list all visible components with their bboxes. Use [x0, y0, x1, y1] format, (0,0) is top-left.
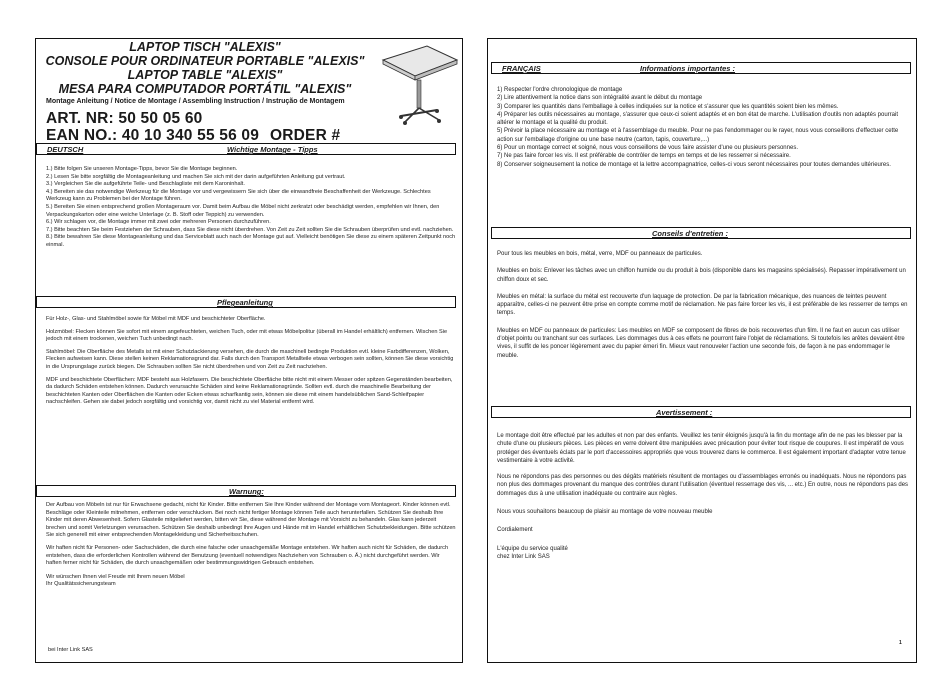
section-header-warning-fr	[491, 406, 911, 418]
list-item: 4.) Bereiten sie das notwendige Werkzeug für die Montage vor und vergewissern Sie sich über die einwandfreie Beschaffenheit der Werkzeuge. Schlechtes Werkzeug kann zu Problemen bei der Montage führen.	[46, 188, 431, 203]
paragraph: Holzmöbel: Flecken können Sie sofort mit einem angefeuchteten, weichen Tuch, oder mit etwas Möbelpolitur (überall im Handel erhältlich) entfernen. Wischen Sie jedoch mit einem trockenen, weichen Tuch unbedingt nach.	[46, 328, 448, 343]
paragraph: Wir haften nicht für Personen- oder Sachschäden, die durch eine falsche oder unsachgemäße Montage entstehen. Wir haften auch nicht für Schäden, die dadurch entstehen, dass die erforderlichen Kontrollen während der Benutzung (eventuell notwendiges Nachziehen von Schrauben o. Ä.) nicht durchgeführt werden. Wir haften ferner nicht für Schäden, die durch unsachgemäßen oder bestimmungswidrigen Gebrauch entstehen.	[46, 544, 449, 567]
paragraph: Le montage doit être effectué par les adultes et non par des enfants. Veuillez les tenir éloignés jusqu'à la fin du montage afin de ne pas les blesser par la chute d'une ou plusieurs pièces. Les pièces en verre doivent être manipulées avec précaution pour éviter tout risque de coupures. Il est impératif de vous protéger des éventuels éclats par le port d'accessoires appropriés que vous trouverez dans le commerce. Il est également important d'adapter votre tenue vestimentaire à votre activité.	[497, 433, 906, 464]
section-title: Informations importantes :	[640, 64, 736, 73]
laptop-table-illustration	[375, 38, 463, 126]
care-text-de	[46, 316, 456, 407]
section-header-care-de	[36, 296, 456, 308]
list-item: 8) Conserver soigneusement la notice de montage et la lettre accompagnatrice, celles-ci vous seront nécessaires pour toutes demandes ultérieures.	[497, 161, 891, 168]
list-item: 5.) Bereiten Sie einen entsprechend großen Montageraum vor. Damit beim Aufbau die Möbel nicht zerkratzt oder beschädigt werden, empfehlen wir Ihnen, den Verpackungskarton oder eine weiche Unterlage (z. B. Stoff oder Teppich) zu verwenden.	[46, 203, 440, 218]
list-item: 6.) Wir schlagen vor, die Montage immer mit zwei oder mehreren Personen durchzuführen.	[46, 219, 271, 226]
section-header-tips-fr	[491, 62, 911, 74]
paragraph: Nous ne répondons pas des personnes ou des dégâts matériels résultent de montages ou d'assemblages erronés ou inadéquats. Nous ne répondons pas non plus des dommages provenant du manque des contrôles durant l'utilisation (éventuel resserrage des vis, ... etc.) En outre, nous ne répondons pas des dommages dus à une utilisation inadéquate ou contraire aux règles.	[497, 474, 909, 497]
article-number: ART. NR: 50 50 05 60	[46, 110, 203, 127]
warning-text-de	[46, 502, 456, 589]
section-title: Avertissement :	[656, 408, 713, 417]
language-label: FRANÇAIS	[502, 64, 541, 73]
list-item: 1) Respecter l'ordre chronologique de montage	[497, 87, 623, 93]
section-title: Pflegeanleitung	[217, 298, 273, 307]
steps-list-de	[46, 166, 456, 250]
paragraph: Meubles en métal: la surface du métal est recouverte d'un laquage de protection. De par la fabrication mécanique, des nuances de teintes peuvent apparaître, celles-ci ne peuvent être prise en compte comme motif de réclamation. Ne pas faire forcer les vis, il est préférable de les resserrer de temps en temps.	[497, 293, 908, 317]
list-item: 8.) Bitte bewahren Sie diese Montageanleitung und das Serviceblatt auch nach der Montage gut auf. Vielleicht benötigen Sie diese zu einem späteren Zeitpunkt noch einmal.	[46, 234, 456, 248]
list-item: 3.) Vergleichen Sie die aufgeführte Teile- und Beschlagliste mit dem Karoninhalt.	[46, 181, 245, 188]
care-text-fr	[497, 250, 911, 360]
product-title-en: LAPTOP TABLE "ALEXIS"	[127, 68, 283, 82]
language-label: DEUTSCH	[47, 145, 84, 154]
steps-list-fr	[497, 86, 911, 169]
right-page	[475, 0, 950, 677]
page-number: 1	[899, 640, 902, 646]
section-header-tips-de	[36, 143, 456, 155]
paragraph: Cordialement	[497, 527, 533, 534]
paragraph: chez Inter Link SAS	[497, 553, 550, 560]
paragraph: Pour tous les meubles en bois, métal, verre, MDF ou panneaux de particules.	[497, 251, 703, 257]
paragraph: L'équipe du service qualité	[497, 545, 568, 552]
product-title-pt: MESA PARA COMPUTADOR PORTÁTIL "ALEXIS"	[58, 82, 352, 96]
product-title-de: LAPTOP TISCH "ALEXIS"	[129, 40, 281, 54]
warning-text-fr	[497, 432, 911, 561]
paragraph: Meubles en MDF ou panneaux de particules: Les meubles en MDF se composent de fibres de bois recouvertes d'un film. Il ne faut en aucun cas utiliser d'objet pointu ou tranchant sur ces surfaces. Les dommages dus à ces effets ne pourront faire l'objet de réclamations. Si toutefois les arêtes devaient être vives, il suffit de les poncer légèrement avec du papier émeri fin. Mieux vaut renouveler l'action une seconde fois, de façon à ne pas endommager le meuble.	[497, 327, 905, 359]
paragraph: Nous vous souhaitons beaucoup de plaisir au montage de votre nouveau meuble	[497, 509, 713, 516]
paragraph: Meubles en bois: Enlever les tâches avec un chiffon humide ou du produit à bois (disponible dans les magasins spécialisés). Repasser impérativement un chiffon doux et sec.	[497, 268, 906, 283]
paragraph: Stahlmöbel: Die Oberfläche des Metalls ist mit einer Schutzlackierung versehen, die durch die maschinell bedingte Produktion evtl. kleine Farbdifferenzen, Wolken, Flecken aufweisen kann. Diese stellen keinen Reklamationsgrund dar. Falls durch den Transport Metallteile etwas verbogen sein sollten, können Sie diese vorsichtig in die Ursprungslage zurück biegen. Die Schrauben sollten Sie nicht überdrehen und von Zeit zu Zeit nachziehen.	[46, 348, 454, 370]
paragraph: MDF und beschichtete Oberflächen: MDF besteht aus Holzfasern. Die beschichtete Oberfläche bitte nicht mit einem Messer oder spitzen Gegenständen bearbeiten, da dadurch Schäden entstehen können. Dadurch verursachte Schäden sind keine Reklamationsgründe. Sollten evtl. durch die maschinelle Bearbeitung der beschichteten Kanten oder Oberflächen die Kanten oder Ecken etwas scharfkantig sein, können sie diese mit einem handelsüblichen Sand-Schleifpapier nachschleifen. Gehen sie dabei jedoch sorgfältig und vorsichtig vor, damit nicht zu viel Material entfernt wird.	[46, 376, 453, 406]
section-title: Conseils d'entretien :	[652, 229, 728, 238]
list-item: 7.) Bitte beachten Sie beim Festziehen der Schrauben, dass Sie diese nicht überdrehen. Von Zeit zu Zeit sollten Sie die Schrauben überprüfen und evtl. nachziehen.	[46, 226, 454, 233]
order-label: ORDER #	[270, 127, 341, 144]
paragraph: Wir wünschen Ihnen viel Freude mit Ihrem neuen Möbel	[46, 573, 185, 580]
list-item: 2.) Lesen Sie bitte sorgfältig die Montageanleitung und machen Sie sich mit der darin aufgeführten Anleitung gut vertraut.	[46, 173, 346, 180]
paragraph: Für Holz-, Glas- und Stahlmöbel sowie für Möbel mit MDF und beschichteter Oberfläche.	[46, 316, 266, 322]
instruction-subtitle: Montage Anleitung / Notice de Montage / Assembling Instruction / Instrução de Montagem	[46, 98, 345, 105]
list-item: 4) Préparer les outils nécessaires au montage, s'assurer que ceux-ci soient adaptés et en bon état de marche. L'utilisation d'outils non adaptés pourrait altérer le montage et la qualité du produit.	[497, 111, 899, 127]
list-item: 7) Ne pas faire forcer les vis. Il est préférable de contrôler de temps en temps et de les resserrer si nécessaire.	[497, 153, 791, 160]
ean-number: EAN NO.: 40 10 340 55 56 09	[46, 127, 260, 144]
section-title: Wichtige Montage - Tipps	[227, 145, 318, 154]
paragraph: Der Aufbau von Möbeln ist nur für Erwachsene gedacht, nicht für Kinder. Bitte entfernen Sie Ihre Kinder während der Montage vom Montageort. Kinder können evtl. Beschläge oder Kleinteile mitnehmen, entfernen oder verschlucken. Bei noch nicht fertiger Montage können Teile auch herunterfallen. Schützen Sie deshalb Ihre Kinder mit deren Abwesenheit. Sofern Glasteile mitgeliefert werden, bitten wir Sie, diese während der Montage mit Vorsicht zu behandeln. Glas kann jederzeit brechen und somit Verletzungen verursachen. Schützen Sie deshalb unbedingt Ihre Augen und Hände mit im Handel erhältlichen Schutzbekleidungen. Bitte schützen Sie sich generell mit einer entsprechenden Montagekleidung und Sicherheitsschuhen.	[46, 502, 456, 539]
list-item: 6) Pour un montage correct et soigné, nous vous conseillons de vous faire assister d'une ou plusieurs personnes.	[497, 145, 798, 152]
paragraph: Ihr Qualitätssicherungsteam	[46, 581, 116, 588]
section-header-warning-de	[36, 485, 456, 497]
list-item: 1.) Bitte folgen Sie unseren Montage-Tipps, bevor Sie die Montage beginnen.	[46, 166, 238, 172]
footer-company: bei Inter Link SAS	[48, 647, 93, 653]
list-item: 5) Prévoir la place nécessaire au montage et à l'assemblage du meuble. Pour ne pas l'endommager ou le rayer, nous vous conseillons d'effectuer cette action sur l'emballage d'origine ou une base neutre (carton, tapis, couverture,...)	[497, 128, 899, 143]
list-item: 2) Lire attentivement la notice dans son intégralité avant le début du montage	[497, 95, 703, 102]
section-title: Warnung:	[229, 487, 264, 496]
list-item: 3) Comparer les quantités dans l'emballage à celles indiquées sur la notice et s'assurer que les quantités soient bien les mêmes.	[497, 103, 839, 110]
product-title-fr: CONSOLE POUR ORDINATEUR PORTABLE "ALEXIS"	[45, 54, 365, 68]
section-header-care-fr	[491, 227, 911, 239]
